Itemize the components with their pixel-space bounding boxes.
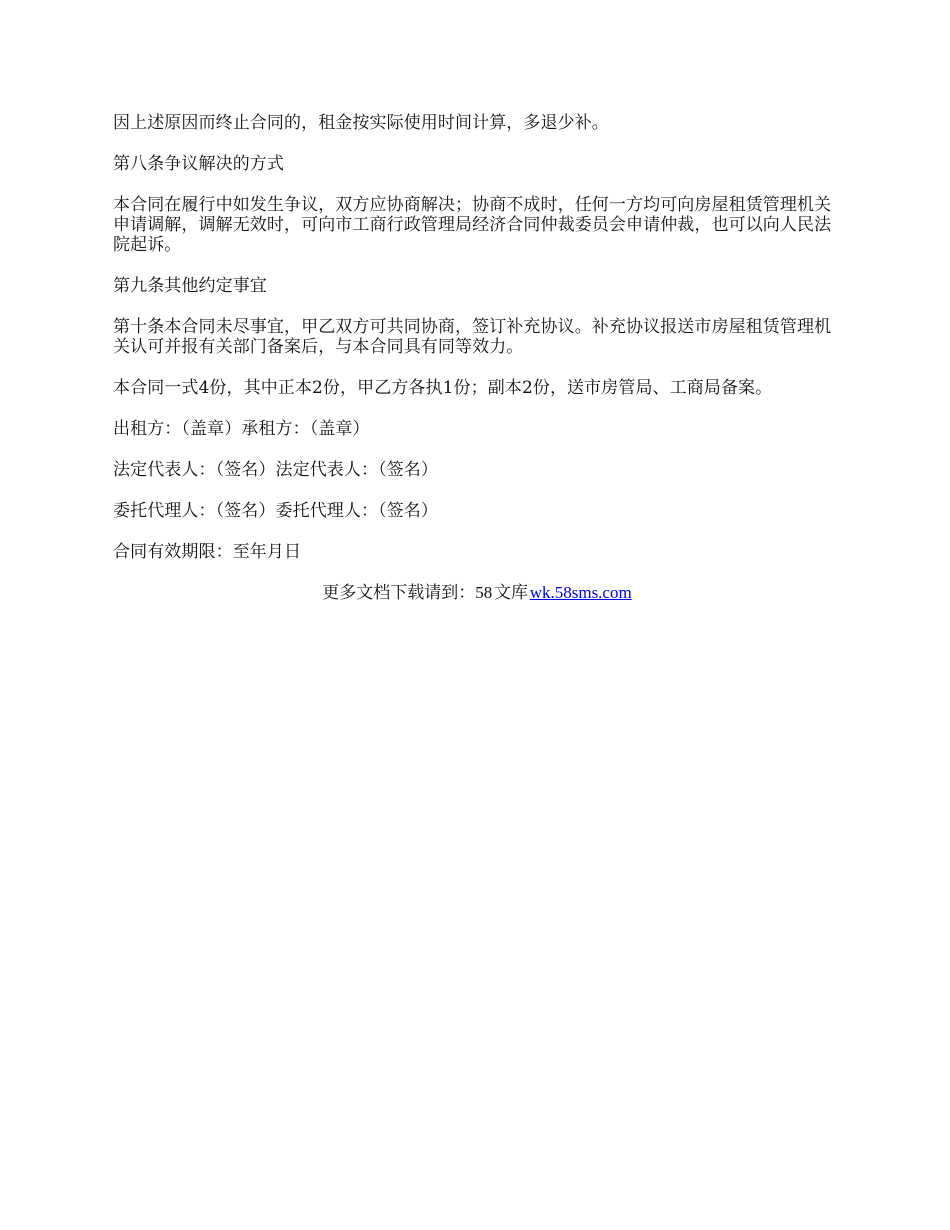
document-body bbox=[113, 113, 841, 603]
footer-download-notice bbox=[113, 583, 841, 603]
footer-prefix: 更多文档下载请到： bbox=[322, 583, 476, 603]
contract-validity-period: 合同有效期限：至年月日 bbox=[113, 542, 302, 562]
signature-agents: 委托代理人：（签名）委托代理人：（签名） bbox=[113, 501, 438, 521]
footer-number: 58 bbox=[475, 583, 493, 602]
paragraph-dispute-resolution: 本合同在履行中如发生争议，双方应协商解决；协商不成时，任何一方均可向房屋租赁管理机关申请调解，调解无效时，可向市工商行政管理局经济合同仲裁委员会申请仲裁，也可以向人民法院起诉。 bbox=[113, 195, 832, 255]
footer-site-name: 文库 bbox=[494, 583, 528, 603]
heading-article-8: 第八条争议解决的方式 bbox=[113, 154, 284, 174]
heading-article-9: 第九条其他约定事宜 bbox=[113, 276, 267, 296]
paragraph-termination-rent: 因上述原因而终止合同的，租金按实际使用时间计算，多退少补。 bbox=[113, 113, 609, 133]
signature-lessor-lessee: 出租方：（盖章）承租方：（盖章） bbox=[113, 419, 370, 439]
signature-legal-representatives: 法定代表人：（签名）法定代表人：（签名） bbox=[113, 460, 438, 480]
paragraph-article-10: 第十条本合同未尽事宜，甲乙双方可共同协商，签订补充协议。补充协议报送市房屋租赁管理机关认可并报有关部门备案后，与本合同具有同等效力。 bbox=[113, 317, 832, 357]
footer-link[interactable]: wk.58sms.com bbox=[529, 583, 632, 602]
paragraph-copies: 本合同一式4份，其中正本2份，甲乙方各执1份；副本2份，送市房管局、工商局备案。 bbox=[113, 378, 773, 398]
